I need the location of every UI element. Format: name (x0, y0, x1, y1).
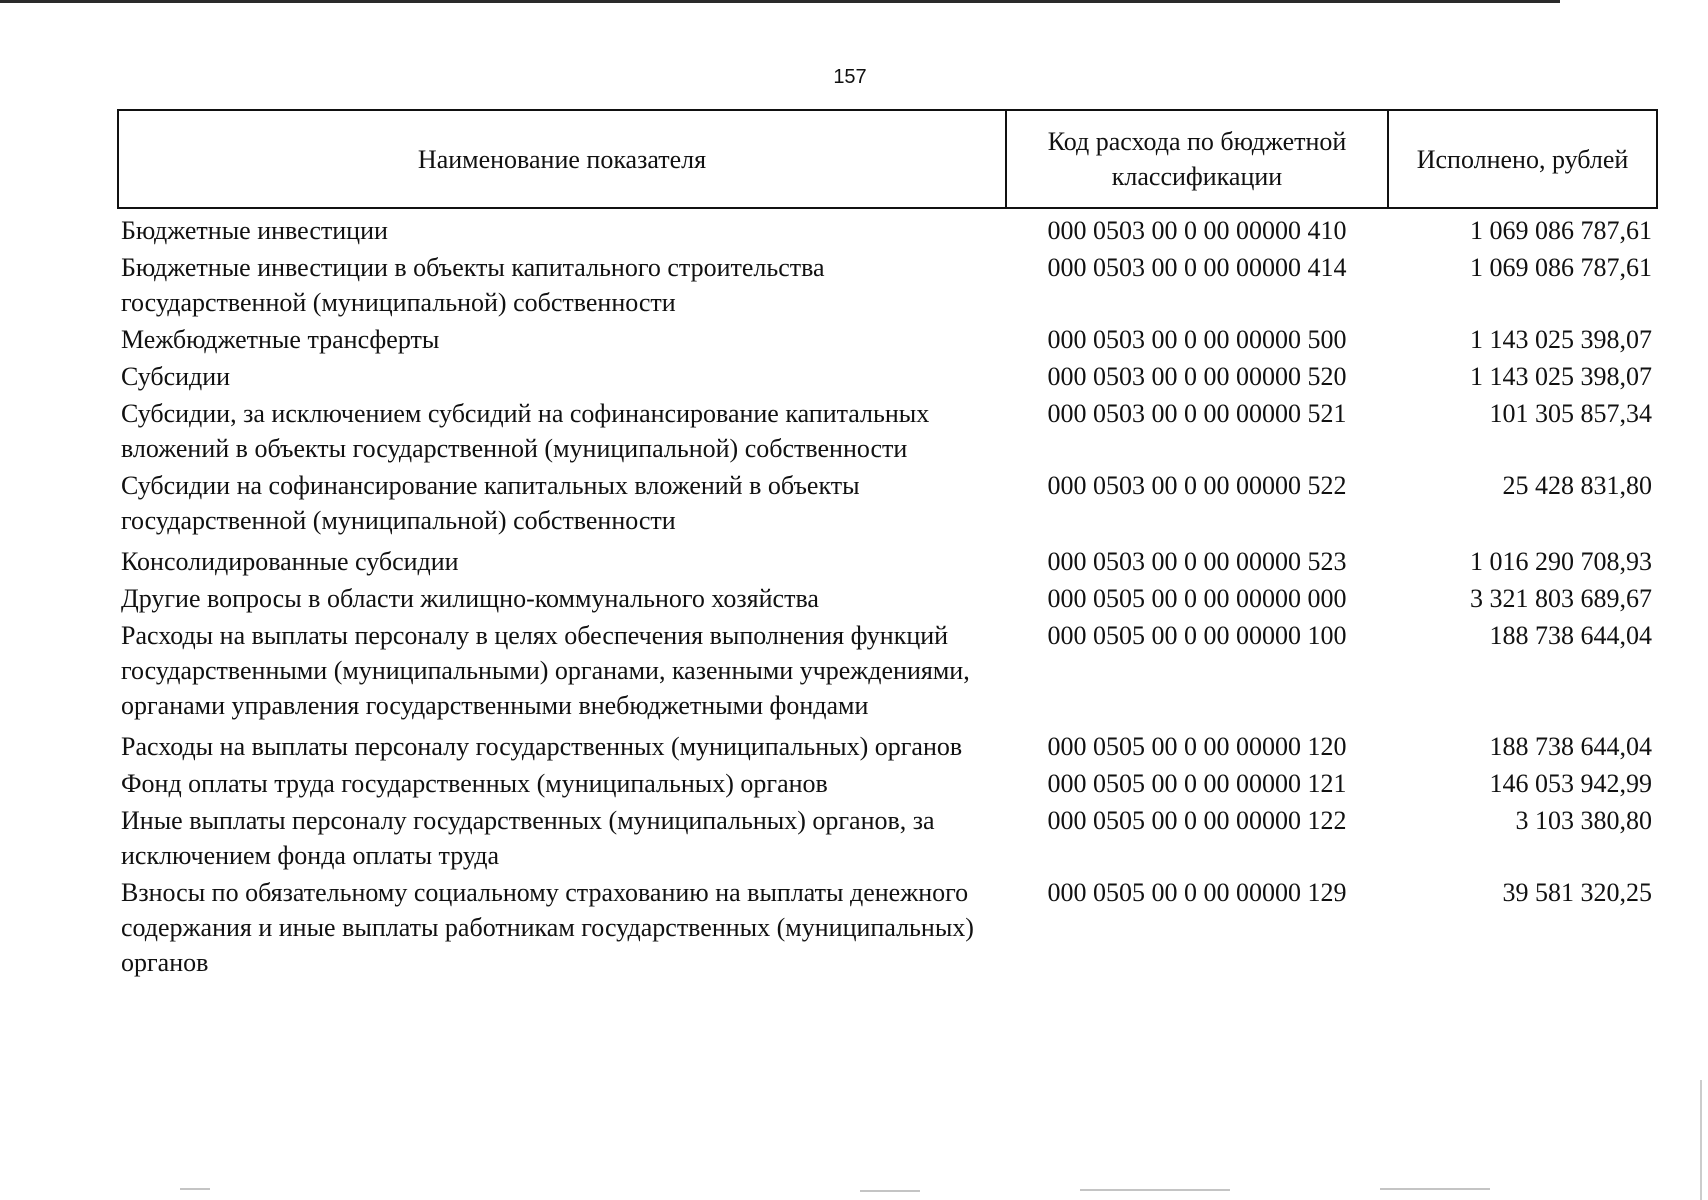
table-header (117, 109, 1658, 209)
header-name: Наименование показателя (119, 111, 1007, 207)
header-amount: Исполнено, рублей (1416, 144, 1629, 174)
row-name: Иные выплаты персоналу государственных (муниципальных) органов, за исключением фонда оплаты труда (121, 806, 935, 870)
table-row (117, 803, 1658, 873)
row-code: 000 0503 00 0 00 00000 410 (1047, 216, 1347, 245)
table-row (117, 396, 1658, 466)
table-row (117, 766, 1658, 801)
row-amount: 3 321 803 689,67 (1470, 584, 1652, 613)
table-row (117, 875, 1658, 980)
table-row (117, 544, 1658, 579)
row-code: 000 0505 00 0 00 00000 100 (1047, 621, 1347, 650)
table-row (117, 729, 1658, 764)
row-amount: 188 738 644,04 (1489, 621, 1652, 650)
table-row (117, 322, 1658, 357)
scan-edge (1700, 1080, 1702, 1200)
top-rule (0, 0, 1560, 3)
row-code: 000 0503 00 0 00 00000 520 (1047, 362, 1347, 391)
row-amount: 39 581 320,25 (1502, 878, 1652, 907)
row-amount: 101 305 857,34 (1489, 399, 1652, 428)
page-number: 157 (833, 66, 867, 88)
row-code: 000 0503 00 0 00 00000 414 (1047, 253, 1347, 282)
row-amount: 188 738 644,04 (1489, 732, 1652, 761)
row-name: Субсидии на софинансирование капитальных вложений в объекты государственной (муниципальной) собственности (121, 471, 860, 535)
row-name: Взносы по обязательному социальному страхованию на выплаты денежного содержания и иные выплаты работникам государственных (муниципальных) органов (121, 878, 974, 977)
row-name: Другие вопросы в области жилищно-коммунального хозяйства (121, 584, 819, 613)
table-row (117, 618, 1658, 723)
row-amount: 146 053 942,99 (1489, 769, 1652, 798)
row-name: Консолидированные субсидии (121, 547, 459, 576)
row-name: Расходы на выплаты персоналу государственных (муниципальных) органов (121, 732, 963, 761)
row-name: Субсидии, за исключением субсидий на софинансирование капитальных вложений в объекты государственной (муниципальной) собственности (121, 399, 930, 463)
row-name: Субсидии (121, 362, 231, 391)
row-name: Бюджетные инвестиции в объекты капитального строительства государственной (муниципальной) собственности (121, 253, 825, 317)
table-row (117, 213, 1658, 248)
row-code: 000 0503 00 0 00 00000 522 (1047, 471, 1347, 500)
table-row (117, 581, 1658, 616)
row-name: Межбюджетные трансферты (121, 325, 440, 354)
row-amount: 1 143 025 398,07 (1470, 362, 1652, 391)
row-code: 000 0505 00 0 00 00000 122 (1047, 806, 1347, 835)
row-code: 000 0503 00 0 00 00000 500 (1047, 325, 1347, 354)
row-name: Бюджетные инвестиции (121, 216, 388, 245)
header-code: Код расхода по бюджетной классификации (1007, 111, 1389, 207)
row-code: 000 0505 00 0 00 00000 121 (1047, 769, 1347, 798)
row-amount: 1 069 086 787,61 (1470, 216, 1652, 245)
row-amount: 25 428 831,80 (1502, 471, 1652, 500)
row-code: 000 0505 00 0 00 00000 129 (1047, 878, 1347, 907)
row-amount: 3 103 380,80 (1515, 806, 1652, 835)
row-amount: 1 016 290 708,93 (1470, 547, 1652, 576)
row-name: Фонд оплаты труда государственных (муниципальных) органов (121, 769, 828, 798)
row-code: 000 0505 00 0 00 00000 000 (1047, 584, 1347, 613)
row-amount: 1 069 086 787,61 (1470, 253, 1652, 282)
row-name: Расходы на выплаты персоналу в целях обеспечения выполнения функций государственными (муниципальными) органами, казенными учреждениями, органами управления государственными внебюджетными фондами (121, 621, 970, 720)
row-amount: 1 143 025 398,07 (1470, 325, 1652, 354)
table-row (117, 359, 1658, 394)
table-row (117, 468, 1658, 538)
scan-artifacts (0, 1180, 1708, 1200)
row-code: 000 0503 00 0 00 00000 523 (1047, 547, 1347, 576)
row-code: 000 0505 00 0 00 00000 120 (1047, 732, 1347, 761)
row-code: 000 0503 00 0 00 00000 521 (1047, 399, 1347, 428)
table-row (117, 250, 1658, 320)
table-body (117, 213, 1658, 982)
